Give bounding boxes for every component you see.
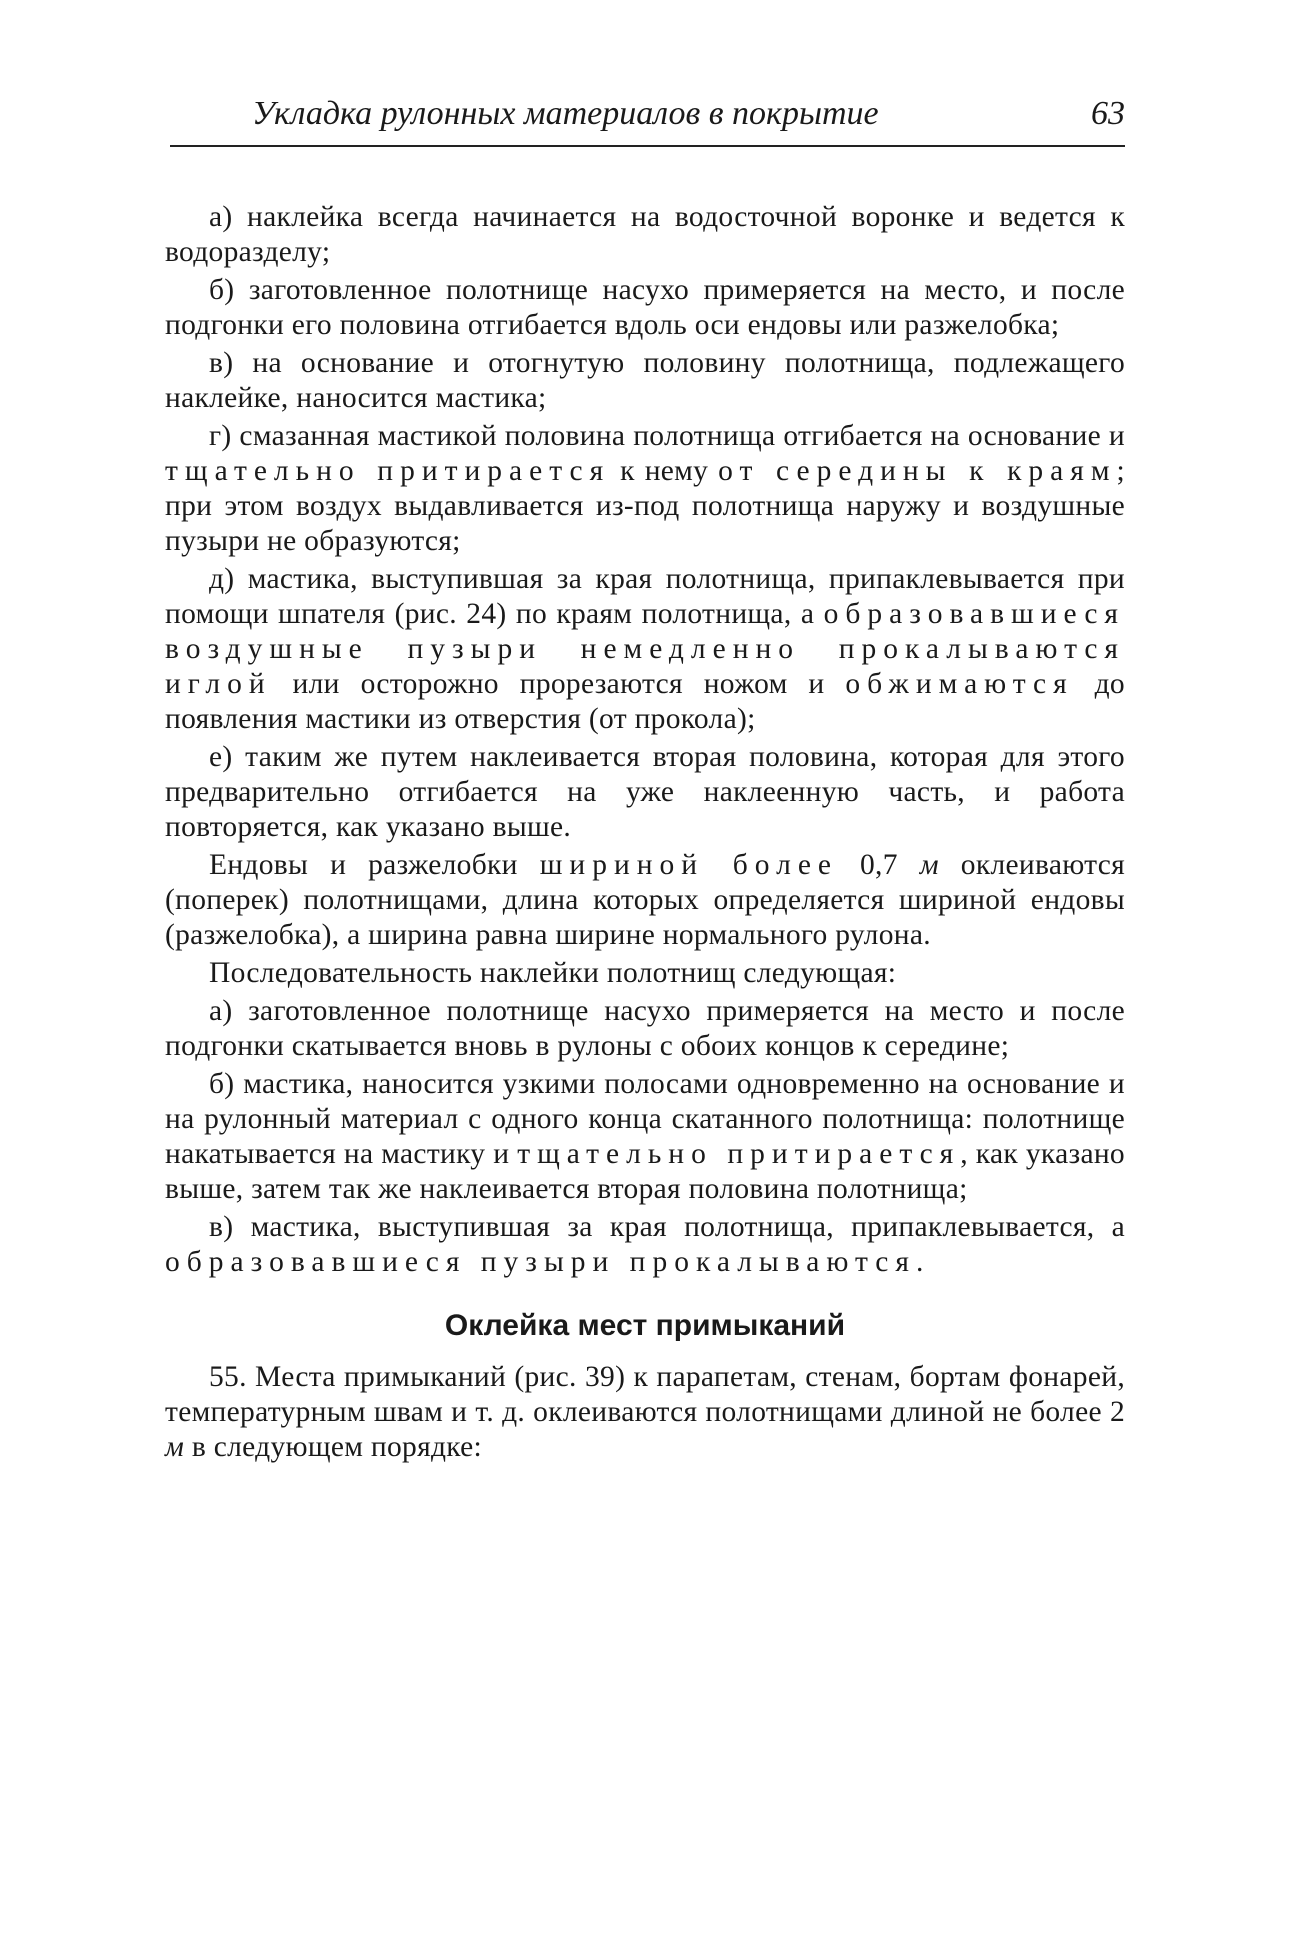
header-title: Укладка рулонных материалов в покрытие (252, 95, 879, 132)
spaced-emphasis: шириной более (539, 849, 839, 881)
paragraph (165, 419, 1125, 559)
paragraph: а) заготовленное полотнище насухо примеряется на место и после подгонки скатывается вновь в рулоны с обоих концов к середине; (165, 995, 1125, 1062)
unit-label: м (919, 849, 939, 881)
text-run: в) мастика, выступившая за края полотнища, припаклевывается, а (209, 1211, 1125, 1243)
spaced-emphasis: от середины к краям (718, 455, 1117, 487)
unit-label: м (165, 1431, 185, 1463)
paragraph (165, 848, 1125, 953)
text-run: или осторожно прорезаются ножом и (271, 668, 846, 700)
header-rule (170, 145, 1125, 147)
text-run: оклеиваются (поперек) полотнищами, длина которых определяется шириной ендовы (разжелобка), а ширина равна ширине нормального рулона. (165, 849, 1125, 951)
text-run: . (915, 1246, 924, 1278)
running-header (170, 88, 1125, 140)
spaced-emphasis: обжимаются (845, 668, 1074, 700)
text-run: 55. Места примыканий (рис. 39) к парапетам, стенам, бортам фонарей, температурным швам и т. д. оклеиваются полотнищами длиной не более 2 (165, 1361, 1125, 1428)
text-run: 0,7 (838, 849, 920, 881)
paragraph: Последовательность наклейки полотнищ следующая: (209, 957, 897, 989)
spaced-emphasis: тщательно притирается (517, 1138, 961, 1170)
text-run: б) мастика, наносится узкими полосами одновременно на основание и на рулонный материал с одного конца скатанного полотнища: полотнище накатывается на мастику и (165, 1068, 1125, 1170)
spaced-emphasis: тщательно притирается (165, 455, 611, 487)
text-run: д) мастика, выступившая за края полотнища, припаклевывается при помощи шпателя (рис. 24) по краям полотнища, а (165, 563, 1125, 630)
paragraph: е) таким же путем наклеивается вторая половина, которая для этого предварительно отгибается на уже наклеенную часть, и работа повторяется, как указано выше. (165, 741, 1125, 843)
paragraph: а) наклейка всегда начинается на водосточной воронке и ведется к водоразделу; (165, 201, 1125, 268)
text-run: Ендовы и разжелобки (209, 849, 540, 881)
text-run: , как указано выше, затем так же наклеивается вторая половина полотнища; (165, 1138, 1125, 1205)
paragraph (165, 1360, 1125, 1465)
spaced-emphasis: образовавшиеся воздушные пузыри немедленно прокалываются иглой (165, 598, 1125, 700)
text-run: г) смазанная мастикой половина полотнища отгибается на основание и (209, 420, 1125, 452)
paragraph (165, 1067, 1125, 1207)
paragraph: в) на основание и отогнутую половину полотнища, подлежащего наклейке, наносится мастика; (165, 347, 1125, 414)
text-run: ; при этом воздух выдавливается из-под полотнища наружу и воздушные пузыри не образуются; (165, 455, 1126, 557)
page-number: 63 (1091, 95, 1125, 132)
paragraph: б) заготовленное полотнище насухо примеряется на место, и после подгонки его половина отгибается вдоль оси ендовы или разжелобка; (165, 274, 1125, 341)
text-run: до появления мастики из отверстия (от прокола); (165, 668, 1125, 735)
paragraph (165, 562, 1125, 737)
section-heading: Оклейка мест примыканий (444, 1309, 846, 1342)
paragraph (165, 1210, 1125, 1280)
text-run: к нему (610, 455, 719, 487)
spaced-emphasis: образовавшиеся пузыри прокалываются (165, 1246, 916, 1278)
page-body (165, 200, 1125, 1465)
text-run: в следующем порядке: (184, 1431, 483, 1463)
